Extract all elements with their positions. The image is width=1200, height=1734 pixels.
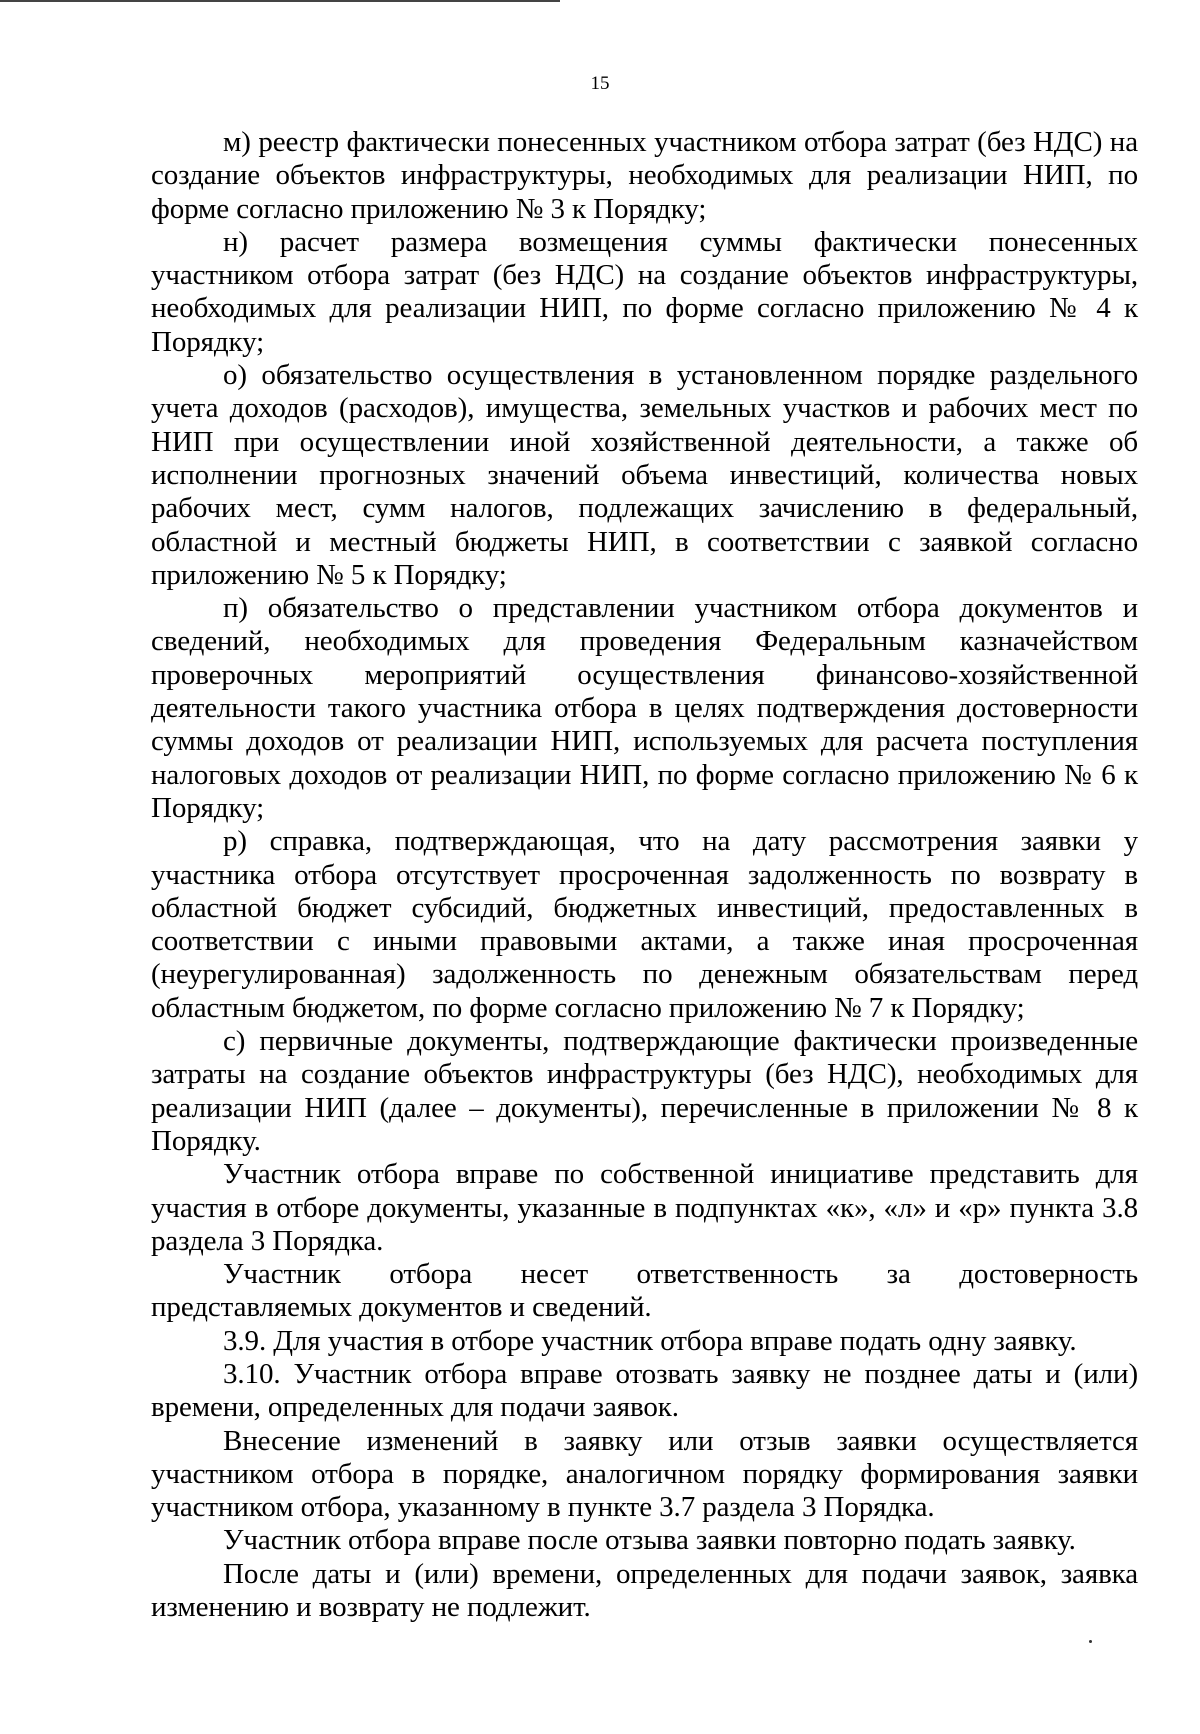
document-body xyxy=(151,126,1138,1624)
paragraph-clause-3-10: 3.10. Участник отбора вправе отозвать заявку не позднее даты и (или) времени, определенных для подачи заявок. xyxy=(151,1357,1138,1424)
paragraph-resubmission: Участник отбора вправе после отзыва заявки повторно подать заявку. xyxy=(223,1524,1076,1557)
paragraph-item-s: с) первичные документы, подтверждающие фактически произведенные затраты на создание объектов инфраструктуры (без НДС), необходимых для реализации НИП (далее – документы), перечисленные в приложении № 8 к Порядку. xyxy=(151,1025,1138,1157)
paragraph-voluntary-documents: Участник отбора вправе по собственной инициативе представить для участия в отборе документы, указанные в подпунктах «к», «л» и «р» пункта 3.8 раздела 3 Порядка. xyxy=(151,1158,1138,1257)
page-number: 15 xyxy=(590,73,610,94)
paragraph-item-n: н) расчет размера возмещения суммы фактически понесенных участником отбора затрат (без НДС) на создание объектов инфраструктуры, необходимых для реализации НИП, по форме согласно приложению № 4 к Порядку; xyxy=(151,225,1138,358)
paragraph-item-o: о) обязательство осуществления в установленном порядке раздельного учета доходов (расходов), имущества, земельных участков и рабочих мест по НИП при осуществлении иной хозяйственной деятельности, а также об исполнении прогнозных значений объема инвестиций, количества новых рабочих мест, сумм налогов, подлежащих зачислению в федеральный, областной и местный бюджеты НИП, в соответствии с заявкой согласно приложению № 5 к Порядку; xyxy=(151,359,1138,591)
paragraph-clause-3-9: 3.9. Для участия в отборе участник отбора вправе подать одну заявку. xyxy=(223,1324,1077,1357)
paragraph-no-return: После даты и (или) времени, определенных для подачи заявок, заявка изменению и возврату не подлежит. xyxy=(151,1557,1138,1624)
paragraph-responsibility: Участник отбора несет ответственность за достоверность представляемых документов и сведений. xyxy=(151,1258,1138,1324)
paragraph-amendments: Внесение изменений в заявку или отзыв заявки осуществляется участником отбора в порядке, аналогичном порядку формирования заявки участником отбора, указанному в пункте 3.7 раздела 3 Порядка. xyxy=(151,1424,1138,1524)
top-edge-line xyxy=(0,0,560,2)
paragraph-item-p: п) обязательство о представлении участником отбора документов и сведений, необходимых для проведения Федеральным казначейством проверочных мероприятий осуществления финансово-хозяйственной деятельности такого участника отбора в целях подтверждения достоверности суммы доходов от реализации НИП, используемых для расчета поступления налоговых доходов от реализации НИП, по форме согласно приложению № 6 к Порядку; xyxy=(151,592,1138,824)
scan-dot-mark xyxy=(1089,1640,1092,1643)
paragraph-item-r: р) справка, подтверждающая, что на дату рассмотрения заявки у участника отбора отсутствует просроченная задолженность по возврату в областной бюджет субсидий, бюджетных инвестиций, предоставленных в соответствии с иными правовыми актами, а также иная просроченная (неурегулированная) задолженность по денежным обязательствам перед областным бюджетом, по форме согласно приложению № 7 к Порядку; xyxy=(151,825,1138,1024)
paragraph-item-m: м) реестр фактически понесенных участником отбора затрат (без НДС) на создание объектов инфраструктуры, необходимых для реализации НИП, по форме согласно приложению № 3 к Порядку; xyxy=(151,126,1138,225)
